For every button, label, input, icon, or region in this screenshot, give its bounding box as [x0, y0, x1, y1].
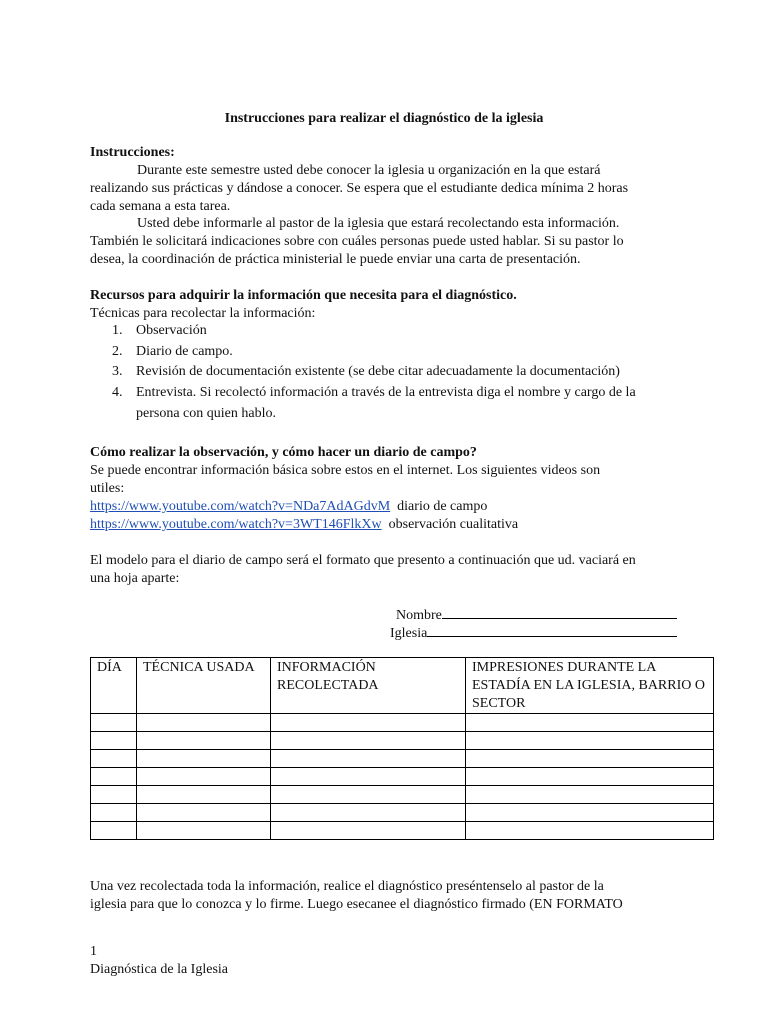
paragraph-line: una hoja aparte:	[90, 571, 180, 586]
youtube-link[interactable]: https://www.youtube.com/watch?v=NDa7AdAGdvM	[90, 499, 391, 514]
field-diary-table	[90, 657, 714, 840]
paragraph-line: Una vez recolectada toda la información, realice el diagnóstico preséntenselo al pastor de la	[90, 879, 604, 894]
header-informacion: INFORMACIÓN RECOLECTADA	[271, 658, 466, 714]
header-tecnica: TÉCNICA USADA	[137, 658, 271, 714]
table-header-row	[91, 658, 714, 714]
observation-heading: Cómo realizar la observación, y cómo hacer un diario de campo?	[90, 445, 477, 460]
video-link-row	[90, 498, 680, 516]
table-row	[91, 732, 714, 750]
paragraph-line: realizando sus prácticas y dándose a conocer. Se espera que el estudiante dedica mínima 2 horas	[90, 181, 629, 196]
paragraph-line: iglesia para que lo conozca y lo firme. Luego esecanee el diagnóstico firmado (EN FORMATO	[90, 897, 623, 912]
page-number: 1	[90, 944, 97, 959]
name-blank-line	[442, 605, 677, 619]
table-row	[91, 714, 714, 732]
table-row	[91, 768, 714, 786]
paragraph-line: El modelo para el diario de campo será el formato que presento a continuación que ud. vaciará en	[90, 553, 636, 568]
resources-heading: Recursos para adquirir la información que necesita para el diagnóstico.	[90, 288, 517, 303]
paragraph-line: Durante este semestre usted debe conocer la iglesia u organización en la que estará	[137, 163, 601, 178]
table-row	[91, 750, 714, 768]
church-field[interactable]	[390, 623, 677, 643]
table-row	[91, 786, 714, 804]
church-blank-line	[427, 623, 677, 637]
techniques-intro: Técnicas para recolectar la información:	[90, 306, 316, 321]
paragraph-line: Se puede encontrar información básica sobre estos en el internet. Los siguientes videos son	[90, 463, 601, 478]
header-impresiones: IMPRESIONES DURANTE LA ESTADÍA EN LA IGLESIA, BARRIO O SECTOR	[466, 658, 714, 714]
paragraph-line: cada semana a esta tarea.	[90, 199, 231, 214]
name-label: Nombre	[396, 608, 442, 623]
paragraph-line: Usted debe informarle al pastor de la iglesia que estará recolectando esta información.	[137, 216, 620, 231]
header-dia: DÍA	[91, 658, 137, 714]
link-description: diario de campo	[397, 499, 488, 514]
table-row	[91, 804, 714, 822]
church-label: Iglesia	[390, 626, 428, 641]
paragraph-line: desea, la coordinación de práctica ministerial le puede enviar una carta de presentación.	[90, 252, 581, 267]
paragraph-line: También le solicitará indicaciones sobre con cuáles personas puede usted hablar. Si su pastor lo	[90, 234, 624, 249]
instructions-heading: Instrucciones:	[90, 145, 175, 160]
table-row	[91, 822, 714, 840]
youtube-link[interactable]: https://www.youtube.com/watch?v=3WT146FlkXw	[90, 517, 382, 532]
link-description: observación cualitativa	[388, 517, 519, 532]
name-field[interactable]	[396, 605, 677, 625]
video-link-row	[90, 516, 680, 534]
footer-title: Diagnóstica de la Iglesia	[90, 962, 229, 977]
document-title: Instrucciones para realizar el diagnóstico de la iglesia	[224, 111, 544, 126]
paragraph-line: utiles:	[90, 481, 125, 496]
